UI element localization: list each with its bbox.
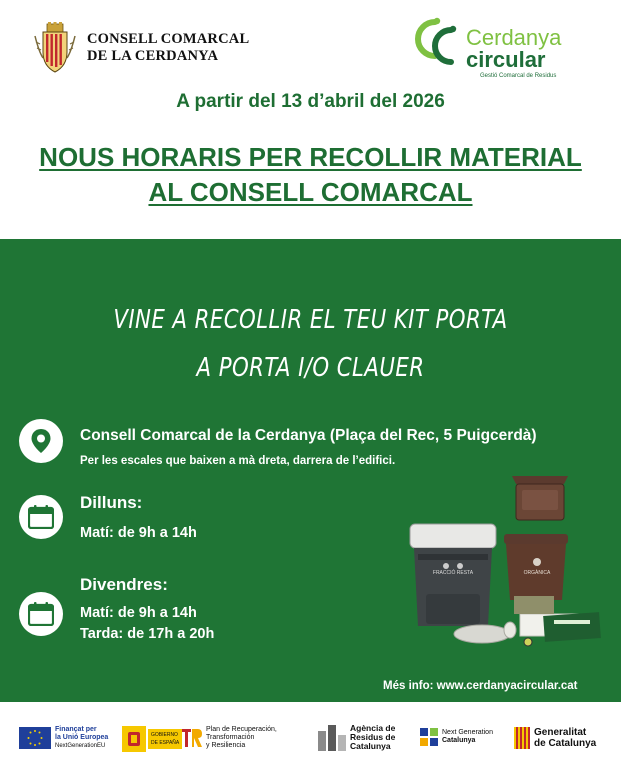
prtr-logo — [182, 726, 277, 750]
gobierno-logo — [122, 726, 182, 752]
location-note: Per les escales que baixen a mà dreta, darrera de l’edifici. — [80, 455, 396, 467]
consell-comarcal-logo — [33, 22, 249, 74]
senyera-icon — [514, 727, 530, 749]
more-info-link[interactable]: Més info: www.cerdanyacircular.cat — [383, 680, 578, 692]
arc-text-1: Agència de — [350, 723, 396, 733]
next-gen-catalunya-logo — [420, 728, 493, 746]
brown-bin-label: ORGÀNICA — [523, 570, 551, 576]
org-name-line2: DE LA CERDANYA — [87, 48, 219, 64]
waste-bins-kit-image — [404, 474, 614, 654]
schedule-friday-morning: Matí: de 9h a 14h — [80, 605, 197, 621]
headline-line1: NOUS HORARIS PER RECOLLIR MATERIAL — [39, 142, 582, 172]
org-name — [87, 31, 249, 65]
headline — [0, 140, 621, 210]
location-name: Consell Comarcal de la Cerdanya (Plaça del Rec, 5 Puigcerdà) — [80, 427, 537, 444]
schedule-friday-afternoon: Tarda: de 17h a 20h — [80, 626, 215, 642]
coat-of-arms-icon — [33, 22, 77, 74]
kit-title — [56, 296, 565, 392]
gencat-text-1: Generalitat — [534, 727, 587, 738]
arc-logo — [318, 724, 395, 751]
cerdanya-circular-logo — [413, 16, 573, 82]
gray-bin-label: FRACCIÓ RESTA — [432, 570, 474, 576]
calendar-icon — [19, 495, 63, 539]
generalitat-logo — [514, 727, 596, 749]
eu-logo — [19, 726, 108, 750]
schedule-day-monday: Dilluns: — [80, 493, 143, 512]
arc-text-2: Residus de — [350, 732, 396, 742]
schedule-day-friday: Divendres: — [80, 575, 168, 594]
location-pin-icon — [19, 419, 63, 463]
ngc-text-2: Catalunya — [442, 737, 476, 744]
arc-text-3: Catalunya — [350, 741, 391, 751]
kit-title-line2: A PORTA I/O CLAUER — [196, 353, 425, 383]
prtr-text-1: Plan de Recuperación, — [206, 726, 277, 733]
cc-logo-icon — [413, 16, 465, 68]
calendar-icon — [19, 592, 63, 636]
ngc-mark-icon — [420, 728, 438, 746]
schedule-monday-time: Matí: de 9h a 14h — [80, 525, 197, 541]
footer-logos — [0, 702, 621, 772]
start-date: A partir del 13 d’abril del 2026 — [176, 91, 445, 112]
tr-mark-icon — [182, 727, 202, 749]
gov-text-1: GOBIERNO — [151, 732, 178, 738]
prtr-text-2: Transformación — [206, 734, 255, 741]
eu-text-1: Finançat per — [55, 726, 97, 733]
arc-mark-icon — [318, 725, 346, 751]
eu-flag-icon — [19, 727, 51, 749]
kit-title-line1: VINE A RECOLLIR EL TEU KIT PORTA — [113, 305, 508, 335]
spain-crest-icon — [122, 726, 146, 752]
brand-tagline: Gestió Comarcal de Residus — [480, 73, 557, 79]
prtr-text-3: y Resiliencia — [206, 742, 246, 749]
brand-word-2: circular — [466, 47, 546, 72]
org-name-line1: CONSELL COMARCAL — [87, 31, 250, 47]
ngc-text-1: Next Generation — [442, 729, 493, 736]
gov-text-2: DE ESPAÑA — [151, 740, 180, 746]
gencat-text-2: de Catalunya — [534, 738, 597, 749]
headline-line2: AL CONSELL COMARCAL — [148, 177, 473, 207]
eu-text-2: la Unió Europea — [55, 734, 109, 741]
eu-text-3: NextGenerationEU — [55, 743, 106, 749]
brand-word-1: Cerdanya — [466, 25, 562, 50]
